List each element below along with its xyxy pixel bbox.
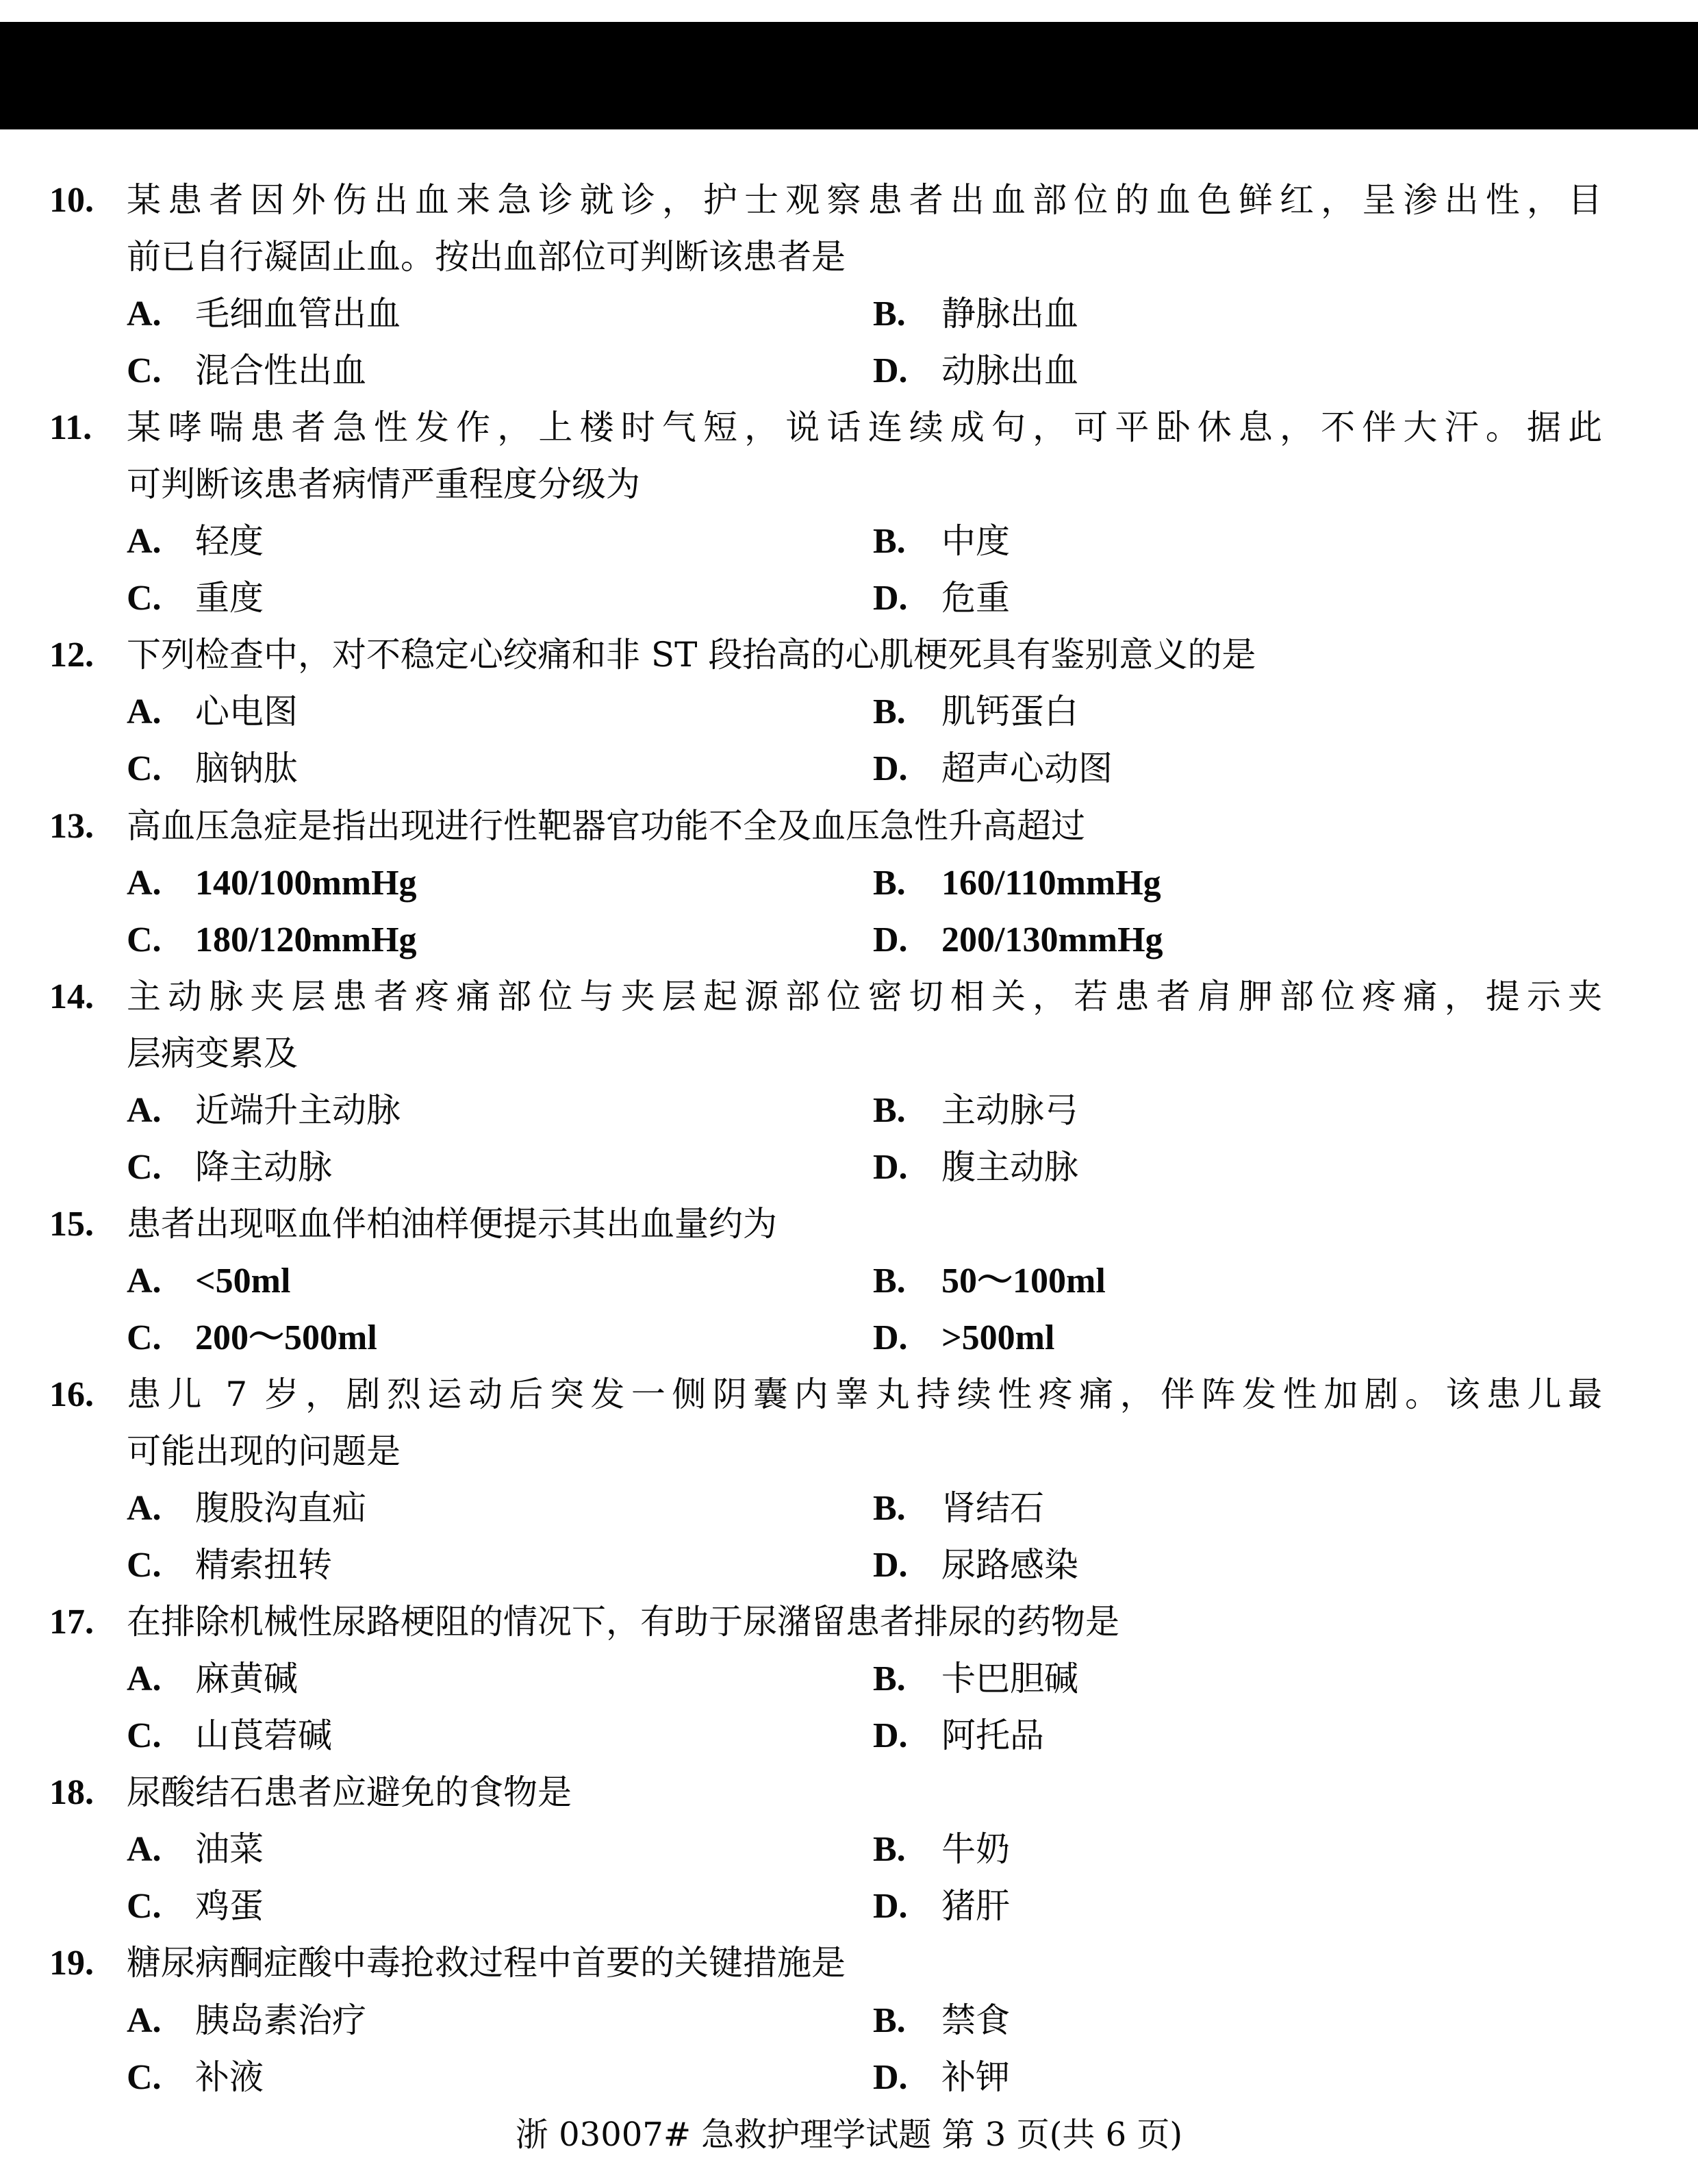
option-letter: D.: [873, 1887, 908, 1926]
option-text: 补钾: [941, 2057, 1010, 2097]
option-text: 轻度: [195, 521, 264, 562]
option-text: 禁食: [941, 2000, 1010, 2040]
option-a[interactable]: [127, 683, 298, 740]
question-line: [0, 1935, 1698, 1992]
option-text: 腹股沟直疝: [195, 1488, 366, 1529]
option-d[interactable]: [873, 1537, 1078, 1594]
option-row: [0, 740, 1698, 797]
question-line: [0, 1366, 1698, 1423]
option-row: [0, 1139, 1698, 1196]
option-text: 180/120mmHg: [195, 920, 417, 959]
option-text: 脑钠肽: [195, 749, 298, 789]
question-line: [0, 1594, 1698, 1650]
question-text: 患者出现呕血伴柏油样便提示其出血量约为: [127, 1203, 777, 1244]
option-text: 毛细血管出血: [195, 294, 401, 334]
option-text: <50ml: [195, 1261, 291, 1301]
option-c[interactable]: [127, 1878, 264, 1935]
option-text: 心电图: [195, 692, 298, 732]
option-text: 精索扭转: [195, 1545, 332, 1585]
question-12: [0, 627, 1698, 797]
option-letter: C.: [127, 1546, 162, 1585]
question-text: 在排除机械性尿路梗阻的情况下，有助于尿潴留患者排尿的药物是: [127, 1602, 1119, 1642]
option-letter: B.: [873, 863, 906, 903]
option-text: 重度: [195, 578, 264, 618]
question-text: 下列检查中，对不稳定心绞痛和非 ST 段抬高的心肌梗死具有鉴别意义的是: [127, 635, 1256, 675]
option-text: 牛奶: [941, 1829, 1010, 1870]
question-17: [0, 1594, 1698, 1764]
question-19: [0, 1935, 1698, 2105]
question-number: 16.: [49, 1375, 94, 1414]
option-row: [0, 1650, 1698, 1707]
option-text: 肾结石: [941, 1488, 1044, 1529]
option-letter: D.: [873, 1716, 908, 1756]
question-14: [0, 968, 1698, 1196]
option-text: 近端升主动脉: [195, 1090, 401, 1130]
option-text: 主动脉弓: [941, 1090, 1078, 1130]
option-d[interactable]: [873, 740, 1113, 797]
option-b[interactable]: [873, 1480, 1044, 1537]
option-text: 阿托品: [941, 1716, 1044, 1756]
option-text: 160/110mmHg: [941, 863, 1161, 903]
option-letter: D.: [873, 920, 908, 959]
option-letter: D.: [873, 1318, 908, 1357]
option-letter: C.: [127, 749, 162, 789]
question-line: [0, 798, 1698, 855]
option-c[interactable]: [127, 1139, 332, 1196]
option-c[interactable]: [127, 342, 366, 399]
option-a[interactable]: [127, 1992, 366, 2049]
option-text: 山莨菪碱: [195, 1716, 332, 1756]
question-line: [0, 1423, 1698, 1480]
option-letter: B.: [873, 1659, 906, 1699]
option-b[interactable]: [873, 1082, 1078, 1139]
option-row: [0, 2049, 1698, 2106]
option-row: [0, 1707, 1698, 1764]
option-text: 猪肝: [941, 1886, 1010, 1926]
option-b[interactable]: [873, 855, 1161, 912]
question-text: 患儿 7 岁，剧烈运动后突发一侧阴囊内睾丸持续性疼痛，伴阵发性加剧。该患儿最: [127, 1374, 1602, 1414]
question-16: [0, 1366, 1698, 1594]
question-line: [0, 627, 1698, 683]
option-letter: B.: [873, 1261, 906, 1301]
question-text: 糖尿病酮症酸中毒抢救过程中首要的关键措施是: [127, 1943, 846, 1983]
question-line: [0, 399, 1698, 456]
option-letter: C.: [127, 1887, 162, 1926]
option-a[interactable]: [127, 513, 264, 570]
option-a[interactable]: [127, 1082, 401, 1139]
question-text: 前已自行凝固止血。按出血部位可判断该患者是: [127, 237, 846, 277]
option-letter: C.: [127, 579, 162, 618]
option-d[interactable]: [873, 1707, 1044, 1764]
question-number: 19.: [49, 1944, 94, 1983]
question-line: [0, 172, 1698, 229]
option-b[interactable]: [873, 1650, 1078, 1707]
option-letter: B.: [873, 1830, 906, 1870]
option-letter: D.: [873, 2057, 908, 2097]
option-letter: D.: [873, 1546, 908, 1585]
option-letter: A.: [127, 522, 162, 562]
option-text: 麻黄碱: [195, 1659, 298, 1699]
option-d[interactable]: [873, 1139, 1078, 1196]
option-letter: B.: [873, 2000, 906, 2040]
question-18: [0, 1764, 1698, 1935]
question-13: [0, 798, 1698, 968]
option-text: 200～500ml: [195, 1318, 377, 1357]
option-row: [0, 1309, 1698, 1366]
option-a[interactable]: [127, 1253, 290, 1309]
option-text: 胰岛素治疗: [195, 2000, 366, 2040]
option-text: 降主动脉: [195, 1146, 332, 1187]
option-a[interactable]: [127, 1650, 298, 1707]
option-a[interactable]: [127, 286, 401, 342]
option-letter: C.: [127, 920, 162, 959]
option-letter: A.: [127, 692, 162, 732]
option-letter: D.: [873, 1147, 908, 1187]
option-c[interactable]: [127, 740, 298, 797]
question-text: 可能出现的问题是: [127, 1431, 401, 1472]
option-text: 超声心动图: [941, 749, 1113, 789]
question-line: [0, 229, 1698, 286]
option-row: [0, 1821, 1698, 1878]
option-letter: D.: [873, 579, 908, 618]
option-letter: D.: [873, 351, 908, 391]
option-row: [0, 1253, 1698, 1309]
option-letter: A.: [127, 1659, 162, 1699]
question-line: [0, 456, 1698, 513]
option-text: 卡巴胆碱: [941, 1659, 1078, 1699]
question-10: [0, 172, 1698, 399]
question-text: 高血压急症是指出现进行性靶器官功能不全及血压急性升高超过: [127, 805, 1085, 846]
option-c[interactable]: [127, 2049, 264, 2106]
option-letter: B.: [873, 1090, 906, 1130]
question-text: 某哮喘患者急性发作，上楼时气短，说话连续成句，可平卧休息，不伴大汗。据此: [127, 407, 1602, 448]
option-row: [0, 1480, 1698, 1537]
option-c[interactable]: [127, 1309, 377, 1366]
option-b[interactable]: [873, 683, 1078, 740]
option-c[interactable]: [127, 570, 264, 627]
question-number: 13.: [49, 806, 94, 846]
option-d[interactable]: [873, 1309, 1054, 1366]
question-number: 10.: [49, 181, 94, 220]
option-text: 中度: [941, 521, 1010, 562]
option-letter: B.: [873, 692, 906, 732]
option-letter: C.: [127, 1716, 162, 1756]
redaction-bar: [0, 22, 1698, 129]
option-c[interactable]: [127, 912, 417, 968]
option-d[interactable]: [873, 1878, 1010, 1935]
option-text: 动脉出血: [941, 351, 1078, 391]
question-number: 12.: [49, 636, 94, 675]
option-letter: B.: [873, 1489, 906, 1529]
option-text: 50～100ml: [941, 1261, 1106, 1301]
option-letter: A.: [127, 1261, 162, 1301]
option-letter: A.: [127, 1830, 162, 1870]
option-letter: A.: [127, 1489, 162, 1529]
option-row: [0, 570, 1698, 627]
option-text: 危重: [941, 578, 1010, 618]
question-11: [0, 399, 1698, 627]
option-row: [0, 1992, 1698, 2049]
question-text: 某患者因外伤出血来急诊就诊，护士观察患者出血部位的血色鲜红，呈渗出性，目: [127, 180, 1602, 220]
option-c[interactable]: [127, 1537, 332, 1594]
question-text: 主动脉夹层患者疼痛部位与夹层起源部位密切相关，若患者肩胛部位疼痛，提示夹: [127, 976, 1602, 1016]
option-row: [0, 683, 1698, 740]
option-letter: C.: [127, 351, 162, 391]
option-d[interactable]: [873, 342, 1078, 399]
option-d[interactable]: [873, 912, 1163, 968]
question-text: 层病变累及: [127, 1033, 298, 1073]
option-d[interactable]: [873, 2049, 1010, 2106]
option-text: 腹主动脉: [941, 1146, 1078, 1187]
question-text: 可判断该患者病情严重程度分级为: [127, 464, 640, 505]
option-row: [0, 1537, 1698, 1594]
question-number: 18.: [49, 1773, 94, 1813]
option-b[interactable]: [873, 513, 1010, 570]
question-line: [0, 1764, 1698, 1821]
option-letter: A.: [127, 2000, 162, 2040]
option-b[interactable]: [873, 286, 1078, 342]
option-text: 油菜: [195, 1829, 264, 1870]
question-number: 11.: [49, 408, 92, 448]
question-line: [0, 968, 1698, 1025]
option-text: 鸡蛋: [195, 1886, 264, 1926]
option-b[interactable]: [873, 1821, 1010, 1878]
option-row: [0, 855, 1698, 912]
option-text: 补液: [195, 2057, 264, 2097]
option-text: 肌钙蛋白: [941, 692, 1078, 732]
option-letter: B.: [873, 522, 906, 562]
option-d[interactable]: [873, 570, 1010, 627]
option-text: 140/100mmHg: [195, 863, 417, 903]
question-text: 尿酸结石患者应避免的食物是: [127, 1772, 572, 1813]
question-line: [0, 1025, 1698, 1082]
option-row: [0, 286, 1698, 342]
option-b[interactable]: [873, 1253, 1106, 1309]
option-text: 静脉出血: [941, 294, 1078, 334]
option-letter: A.: [127, 294, 162, 334]
option-letter: C.: [127, 1147, 162, 1187]
question-list: [0, 172, 1698, 2106]
option-row: [0, 1878, 1698, 1935]
option-text: 尿路感染: [941, 1545, 1078, 1585]
page-footer: 浙 03007# 急救护理学试题 第 3 页(共 6 页): [515, 2116, 1183, 2154]
question-number: 14.: [49, 977, 94, 1016]
option-letter: C.: [127, 1318, 162, 1357]
option-a[interactable]: [127, 1821, 264, 1878]
question-number: 15.: [49, 1204, 94, 1244]
option-letter: B.: [873, 294, 906, 334]
question-15: [0, 1196, 1698, 1366]
option-c[interactable]: [127, 1707, 332, 1764]
question-line: [0, 1196, 1698, 1253]
option-row: [0, 513, 1698, 570]
option-letter: C.: [127, 2057, 162, 2097]
option-text: 200/130mmHg: [941, 920, 1163, 959]
option-letter: A.: [127, 863, 162, 903]
option-b[interactable]: [873, 1992, 1010, 2049]
option-a[interactable]: [127, 1480, 366, 1537]
option-row: [0, 912, 1698, 968]
question-number: 17.: [49, 1603, 94, 1642]
option-letter: A.: [127, 1090, 162, 1130]
option-row: [0, 342, 1698, 399]
option-a[interactable]: [127, 855, 417, 912]
option-text: >500ml: [941, 1318, 1055, 1357]
option-letter: D.: [873, 749, 908, 789]
option-text: 混合性出血: [195, 351, 366, 391]
option-row: [0, 1082, 1698, 1139]
